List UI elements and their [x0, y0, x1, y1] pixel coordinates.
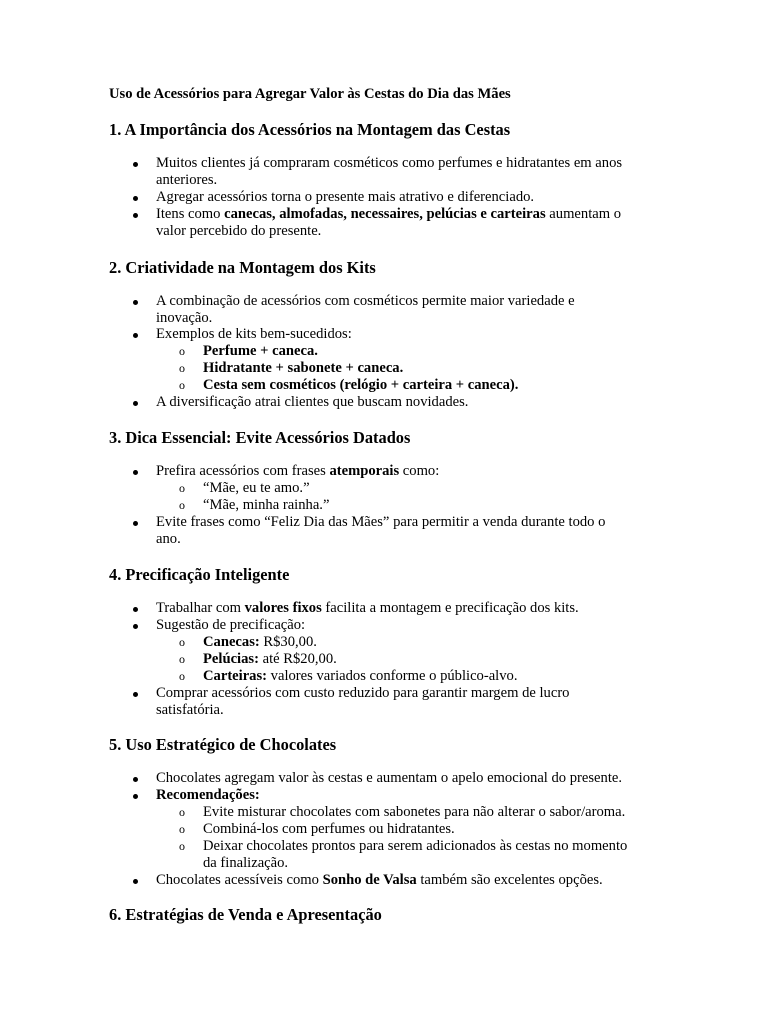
circle-bullet-icon: o — [179, 805, 185, 819]
s2-item-2: Exemplos de kits bem-sucedidos: — [156, 326, 352, 342]
circle-bullet-icon: o — [179, 361, 185, 375]
s5-item-3-post: também são excelentes opções. — [416, 872, 603, 888]
bullet-icon — [133, 607, 138, 612]
s2-subitem-1: Perfume + caneca. — [203, 343, 318, 359]
section-5-heading: 5. Uso Estratégico de Chocolates — [109, 735, 337, 754]
circle-bullet-icon: o — [179, 839, 185, 853]
s2-subitem-2: Hidratante + sabonete + caneca. — [203, 360, 404, 376]
circle-bullet-icon: o — [179, 669, 185, 683]
s4-subitem-2-label: Pelúcias: — [203, 651, 259, 667]
s3-subitem-1: “Mãe, eu te amo.” — [203, 480, 310, 496]
circle-bullet-icon: o — [179, 344, 185, 358]
section-2-heading: 2. Criatividade na Montagem dos Kits — [109, 258, 376, 277]
s2-item-3: A diversificação atrai clientes que buscam novidades. — [156, 394, 469, 410]
s1-item-1-line-2: anteriores. — [156, 172, 218, 188]
s4-item-1-post: facilita a montagem e precificação dos kits. — [321, 600, 579, 616]
s4-subitem-1-value: R$30,00. — [259, 634, 317, 650]
bullet-icon — [133, 692, 138, 697]
bullet-icon — [133, 794, 138, 799]
s1-item-3-line-1 — [156, 206, 621, 223]
s4-item-3-line-2: satisfatória. — [156, 702, 224, 718]
s1-item-2: Agregar acessórios torna o presente mais atrativo e diferenciado. — [156, 189, 535, 205]
s3-item-2-line-1: Evite frases como “Feliz Dia das Mães” para permitir a venda durante todo o — [156, 514, 606, 530]
bullet-icon — [133, 333, 138, 338]
circle-bullet-icon: o — [179, 498, 185, 512]
circle-bullet-icon: o — [179, 822, 185, 836]
bullet-icon — [133, 162, 138, 167]
section-6-heading: 6. Estratégias de Venda e Apresentação — [109, 905, 382, 924]
s4-subitem-2 — [203, 651, 337, 668]
s5-item-3-bold: Sonho de Valsa — [322, 872, 417, 888]
bullet-icon — [133, 196, 138, 201]
s5-subitem-2: Combiná-los com perfumes ou hidratantes. — [203, 821, 455, 837]
s1-item-3-post: aumentam o — [545, 206, 622, 222]
s5-subitem-1: Evite misturar chocolates com sabonetes para não alterar o sabor/aroma. — [203, 804, 626, 820]
circle-bullet-icon: o — [179, 378, 185, 392]
bullet-icon — [133, 401, 138, 406]
section-1-heading: 1. A Importância dos Acessórios na Montagem das Cestas — [109, 120, 511, 139]
s3-item-1 — [156, 463, 439, 480]
bullet-icon — [133, 213, 138, 218]
section-4-heading: 4. Precificação Inteligente — [109, 565, 290, 584]
s4-subitem-3-value: valores variados conforme o público-alvo. — [267, 668, 518, 684]
document-title: Uso de Acessórios para Agregar Valor às Cestas do Dia das Mães — [109, 86, 511, 102]
s3-item-1-bold: atemporais — [329, 463, 400, 479]
bullet-icon — [133, 300, 138, 305]
s3-item-1-post: como: — [399, 463, 440, 479]
s5-item-3-pre: Chocolates acessíveis como — [156, 872, 323, 888]
s3-subitem-2: “Mãe, minha rainha.” — [203, 497, 330, 513]
circle-bullet-icon: o — [179, 652, 185, 666]
bullet-icon — [133, 879, 138, 884]
s4-item-3-line-1: Comprar acessórios com custo reduzido para garantir margem de lucro — [156, 685, 570, 701]
s4-subitem-3-label: Carteiras: — [203, 668, 268, 684]
s1-item-1-line-1: Muitos clientes já compraram cosméticos como perfumes e hidratantes em anos — [156, 155, 623, 171]
s4-subitem-1-label: Canecas: — [203, 634, 260, 650]
s5-item-3 — [156, 872, 603, 889]
bullet-icon — [133, 521, 138, 526]
s2-subitem-3: Cesta sem cosméticos (relógio + carteira + caneca). — [203, 377, 519, 393]
circle-bullet-icon: o — [179, 481, 185, 495]
s3-item-1-pre: Prefira acessórios com frases — [156, 463, 330, 479]
s4-item-2: Sugestão de precificação: — [156, 617, 306, 633]
s1-item-3-line-2: valor percebido do presente. — [156, 223, 322, 239]
section-3-heading: 3. Dica Essencial: Evite Acessórios Datados — [109, 428, 411, 447]
s4-subitem-3 — [203, 668, 517, 685]
s4-subitem-2-value: até R$20,00. — [258, 651, 337, 667]
s5-item-1: Chocolates agregam valor às cestas e aumentam o apelo emocional do presente. — [156, 770, 623, 786]
bullet-icon — [133, 777, 138, 782]
s5-subitem-3-line-1: Deixar chocolates prontos para serem adicionados às cestas no momento — [203, 838, 628, 854]
s2-item-1-line-2: inovação. — [156, 310, 213, 326]
s1-item-3-bold: canecas, almofadas, necessaires, pelúcias e carteiras — [224, 206, 546, 222]
s2-item-1-line-1: A combinação de acessórios com cosméticos permite maior variedade e — [156, 293, 575, 309]
s4-subitem-1 — [203, 634, 317, 651]
bullet-icon — [133, 624, 138, 629]
s4-item-1-bold: valores fixos — [244, 600, 322, 616]
s4-item-1 — [156, 600, 579, 617]
s1-item-3-pre: Itens como — [156, 206, 225, 222]
s5-subitem-3-line-2: da finalização. — [203, 855, 289, 871]
s5-item-2: Recomendações: — [156, 787, 260, 803]
bullet-icon — [133, 470, 138, 475]
s4-item-1-pre: Trabalhar com — [156, 600, 245, 616]
s3-item-2-line-2: ano. — [156, 531, 181, 547]
circle-bullet-icon: o — [179, 635, 185, 649]
